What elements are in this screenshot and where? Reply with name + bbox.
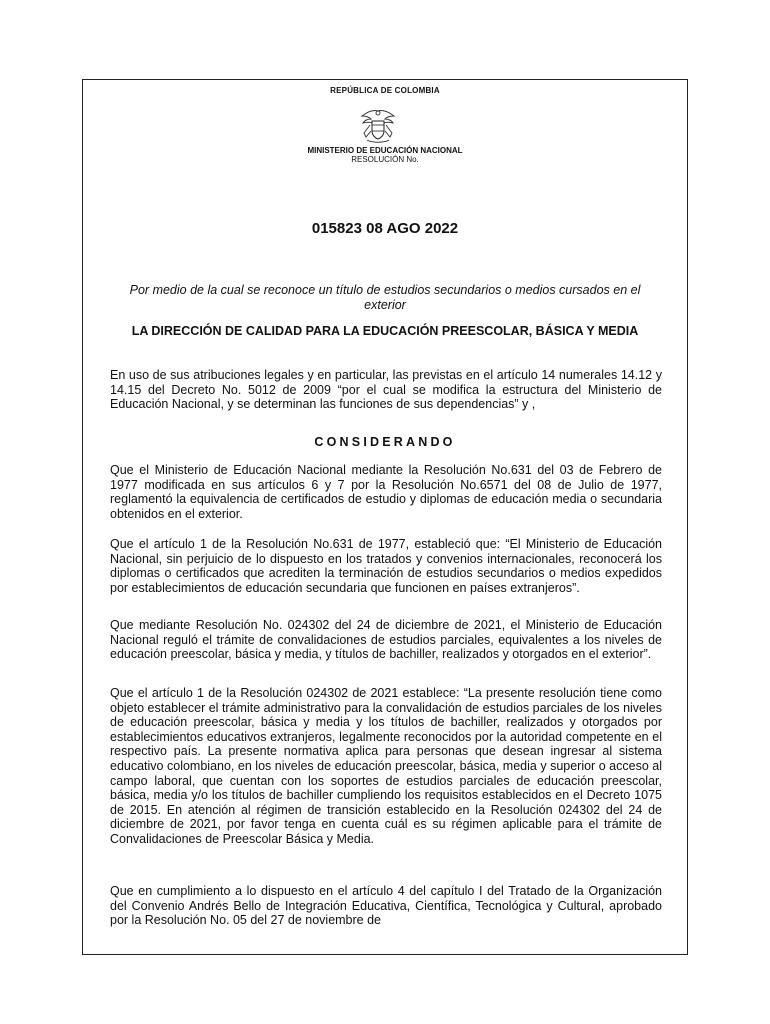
issuing-authority: LA DIRECCIÓN DE CALIDAD PARA LA EDUCACIÓN PREESCOLAR, BÁSICA Y MEDIA	[131, 324, 639, 338]
country-header: REPÚBLICA DE COLOMBIA	[330, 86, 440, 95]
resolution-subject: Por medio de la cual se reconoce un título de estudios secundarios o medios cursados en el exterior	[129, 283, 641, 312]
considerando-paragraph-5: Que en cumplimiento a lo dispuesto en el artículo 4 del capítulo I del Tratado de la Organización del Convenio Andrés Bello de Integración Educativa, Científica, Tecnológica y Cultural, aprobado por la Resolución No. 05 del 27 de noviembre de	[110, 884, 662, 928]
ministry-header	[0, 146, 770, 164]
resolution-number: 015823 08 AGO 2022	[311, 220, 459, 237]
preamble-paragraph: En uso de sus atribuciones legales y en particular, las previstas en el artículo 14 numerales 14.12 y 14.15 del Decreto No. 5012 de 2009 “por el cual se modifica la estructura del Ministerio de Educación Nacional, y se determinan las funciones de sus dependencias” y ,	[110, 368, 662, 412]
resolution-label: RESOLUCIÓN No.	[351, 155, 419, 164]
ministry-name: MINISTERIO DE EDUCACIÓN NACIONAL	[307, 146, 463, 155]
considerando-paragraph-4: Que el artículo 1 de la Resolución 024302 de 2021 establece: “La presente resolución tiene como objeto establecer el trámite administrativo para la convalidación de estudios parciales de los niveles de educación preescolar, básica y media y los títulos de bachiller, realizados y otorgados por establecimientos educativos extranjeros, legalmente reconocidos por la autoridad competente en el respectivo país. La presente normativa aplica para personas que desean ingresar al sistema educativo colombiano, en los niveles de educación preescolar, básica, media y superior o acceso al campo laboral, que cuentan con los soportes de estudios parciales de educación preescolar, básica, media y/o los títulos de bachiller cumpliendo los requisitos establecidos en el Decreto 1075 de 2015. En atención al régimen de transición establecido en la Resolución 024302 del 24 de diciembre de 2021, por favor tenga en cuenta cuál es su régimen aplicable para el trámite de Convalidaciones de Preescolar Básica y Media.	[110, 686, 662, 846]
considerando-paragraph-3: Que mediante Resolución No. 024302 del 24 de diciembre de 2021, el Ministerio de Educación Nacional reguló el trámite de convalidaciones de estudios parciales, equivalentes a los niveles de educación preescolar, básica y media, y títulos de bachiller, realizados y otorgados en el exterior”.	[110, 618, 662, 662]
coat-of-arms-icon	[358, 107, 398, 145]
considerando-paragraph-2: Que el artículo 1 de la Resolución No.631 de 1977, estableció que: “El Ministerio de Educación Nacional, sin perjuicio de lo dispuesto en los tratados y convenios internacionales, reconocerá los diplomas o certificados que acrediten la terminación de estudios secundarios o medios expedidos por establecimientos de educación secundaria que funcionen en países extranjeros”.	[110, 537, 662, 595]
considerando-paragraph-1: Que el Ministerio de Educación Nacional mediante la Resolución No.631 del 03 de Febrero de 1977 modificada en sus artículos 6 y 7 por la Resolución No.6571 del 08 de Julio de 1977, reglamentó la equivalencia de certificados de estudio y diplomas de educación media o secundaria obtenidos en el exterior.	[110, 463, 662, 521]
considerando-heading: CONSIDERANDO	[314, 435, 456, 449]
